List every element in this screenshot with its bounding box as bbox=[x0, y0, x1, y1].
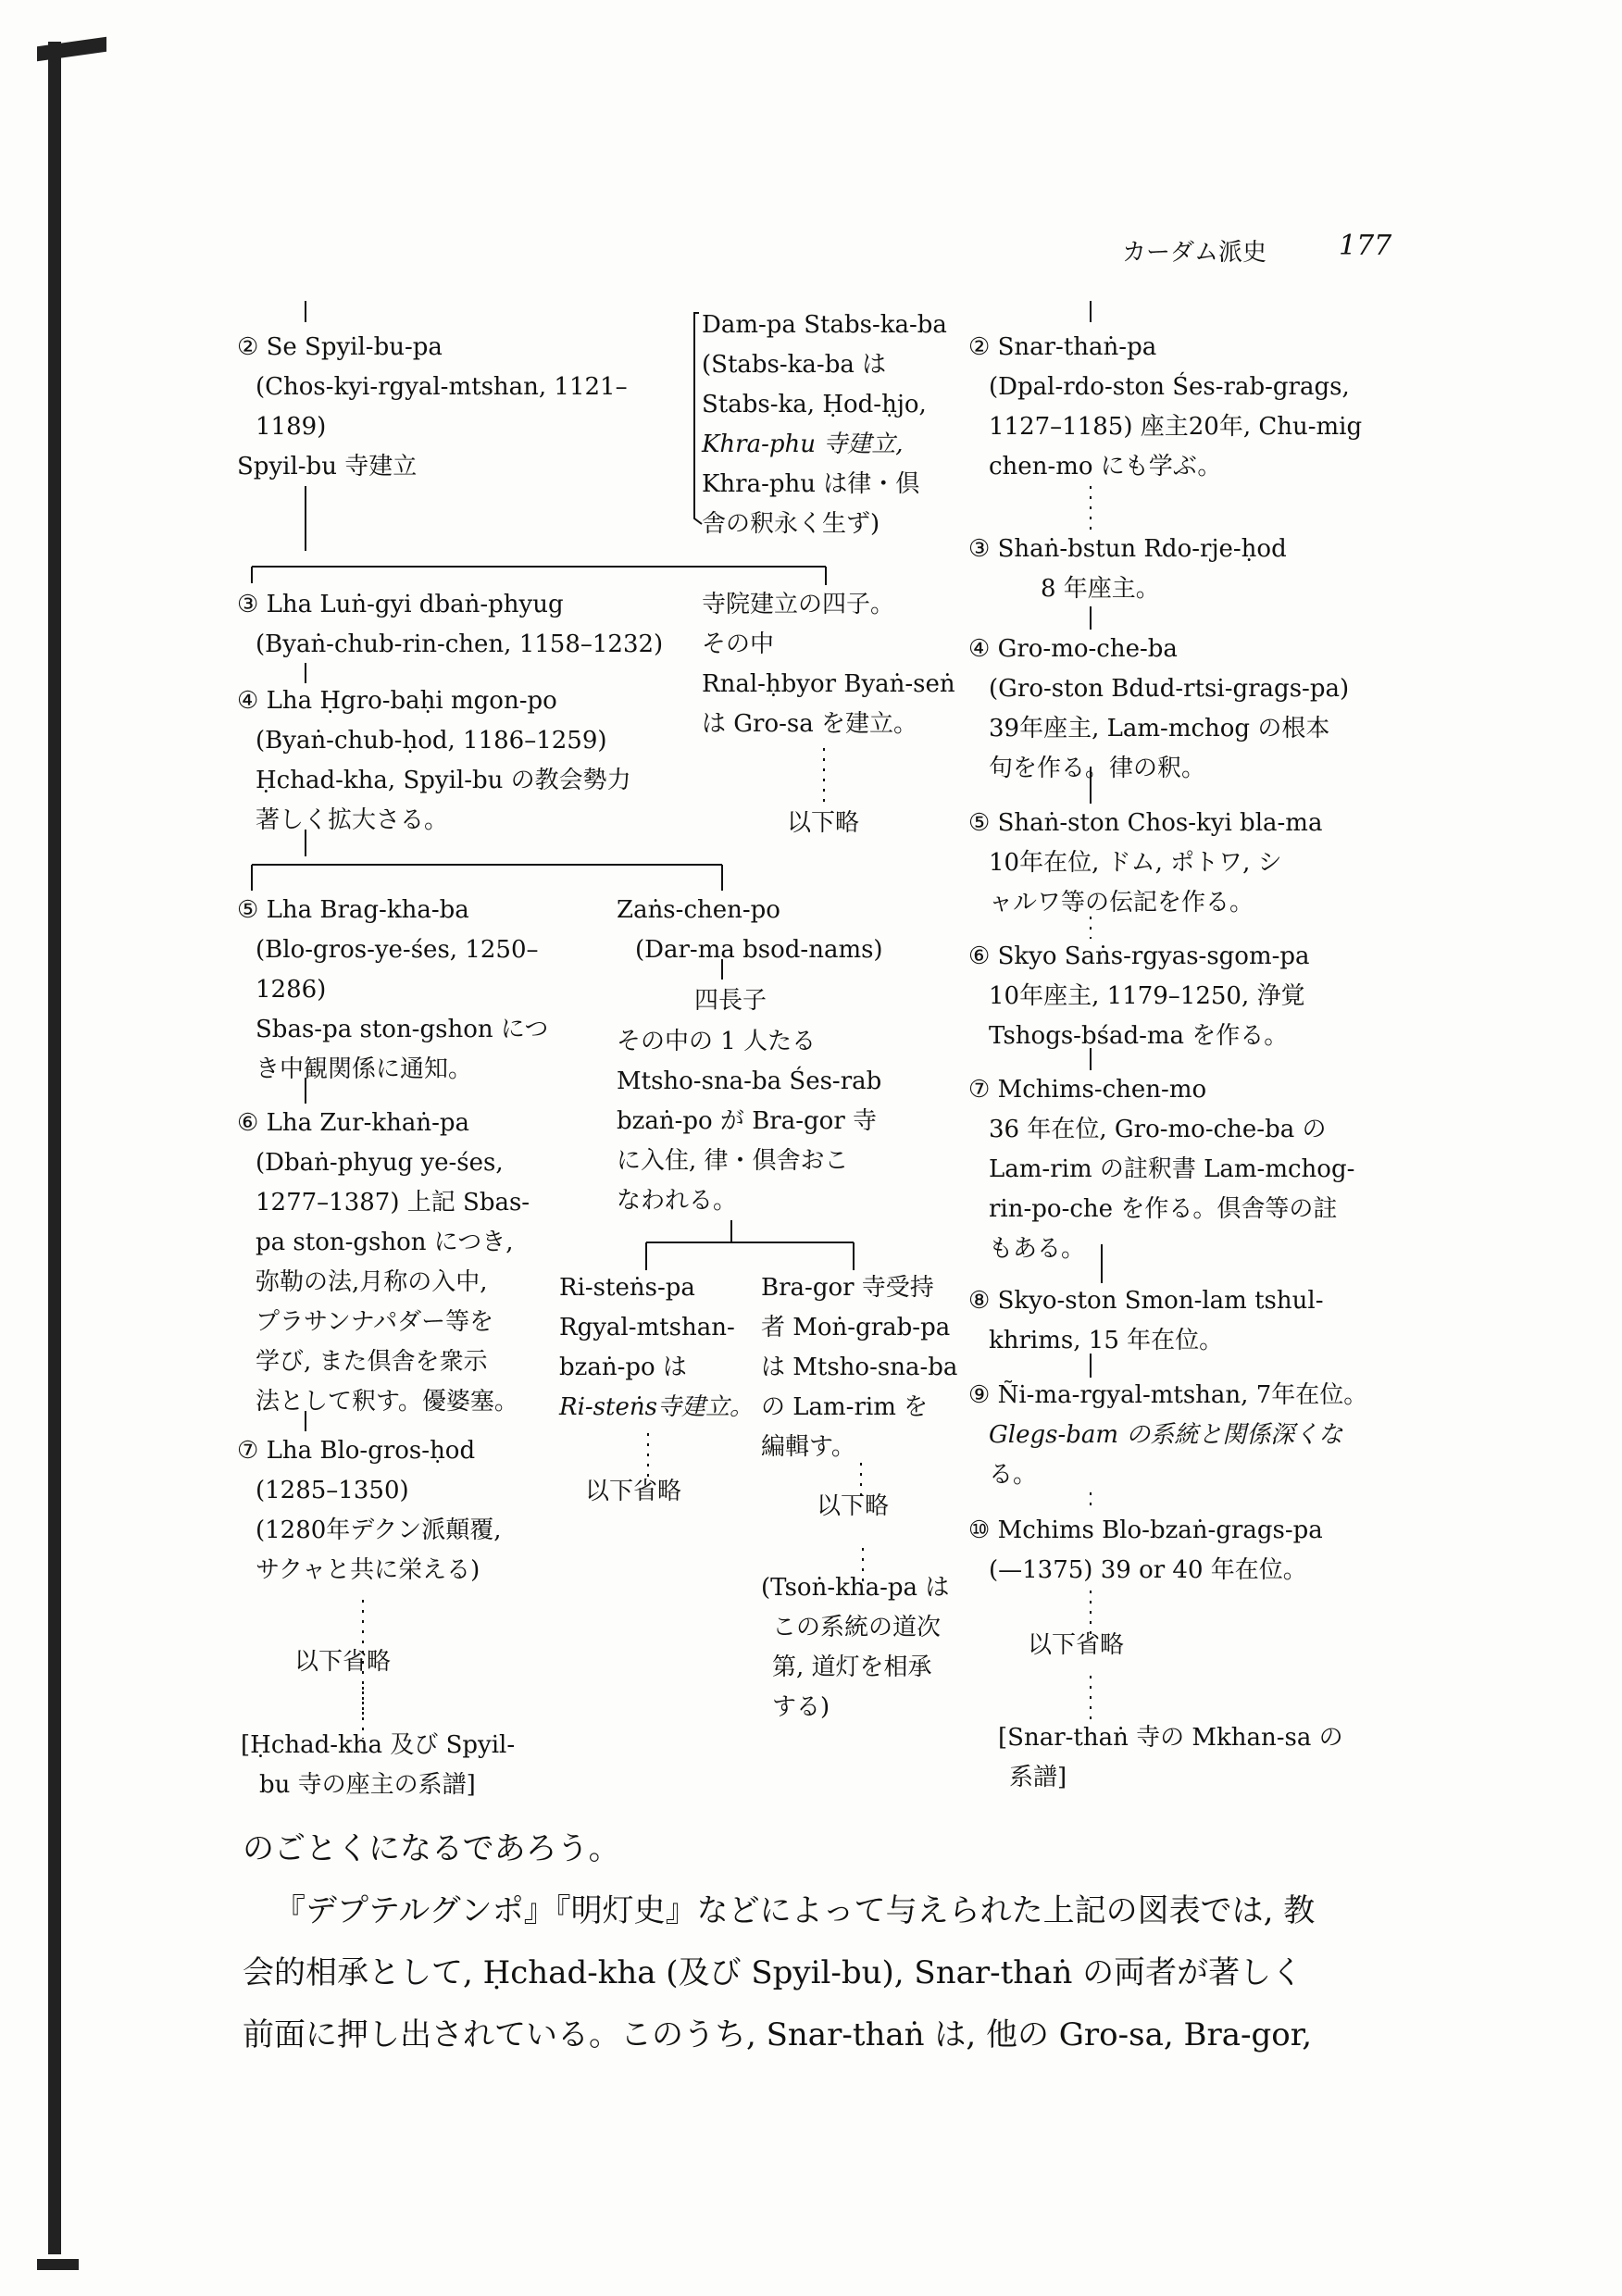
entry-ri-stens-pa: Ri-steṅs-pa Rgyal-mtshan- bzaṅ-po は Ri-steṅs寺建立。 bbox=[559, 1274, 754, 1421]
entry-shan-ston: ⑤ Shaṅ-ston Chos-kyi bla-ma 10年在位, ドム, ポトワ, シ ャルワ等の伝記を作る。 bbox=[968, 809, 1323, 917]
omission-note-ri-stens: 以下省略 bbox=[585, 1478, 682, 1505]
note-tson-kha-pa: (Tsoṅ-kha-pa は この系統の道次 第, 道灯を相承 する) bbox=[761, 1574, 950, 1721]
entry-mchims-chen-mo: ⑦ Mchims-chen-mo 36 年在位, Gro-mo-che-ba の Lam-rim の註釈書 Lam-mchog- rin-po-che を作る。倶舎等の註 もある。 bbox=[968, 1076, 1355, 1263]
page-number: 177 bbox=[1339, 230, 1392, 262]
entry-skyo-ston: ⑧ Skyo-ston Smon-lam tshul- khrims, 15 年在位。 bbox=[968, 1287, 1324, 1354]
entry-se-spyil-bu-pa: ② Se Spyil-bu-pa (Chos-kyi-rgyal-mtshan, 1121– 1189) Spyil-bu 寺建立 bbox=[237, 333, 628, 480]
entry-lha-lun-gyi: ③ Lha Luṅ-gyi dbaṅ-phyug (Byaṅ-chub-rin-chen, 1158–1232) bbox=[237, 591, 664, 658]
entry-mtsho-sna-ba: その中の 1 人たる Mtsho-sna-ba Śes-rab bzaṅ-po が Bra-gor 寺 に入住, 律・倶舎おこ なわれる。 bbox=[617, 1028, 882, 1215]
omission-note-bra-gor: 以下略 bbox=[817, 1492, 890, 1520]
entry-bra-gor: Bra-gor 寺受持 者 Moṅ-grab-pa は Mtsho-sna-ba の Lam-rim を 編輯す。 bbox=[761, 1274, 958, 1461]
omission-note-col3: 以下省略 bbox=[1028, 1631, 1125, 1659]
entry-shan-bstun: ③ Shaṅ-bstun Rdo-rje-ḥod 8 年座主。 bbox=[968, 535, 1287, 603]
entry-ni-ma-rgyal-mtshan: ⑨ Ñi-ma-rgyal-mtshan, 7年在位。 Glegs-bam の系統と関係深くな る。 bbox=[968, 1381, 1368, 1489]
note-eldest-sons: 四長子 bbox=[694, 987, 767, 1015]
running-head-title: カーダム派史 bbox=[1122, 239, 1267, 267]
caption-hchad-kha: [Ḥchad-kha 及び Spyil- bu 寺の座主の系譜] bbox=[241, 1731, 516, 1799]
entry-lha-blo-gros-hod: ⑦ Lha Blo-gros-ḥod (1285–1350) (1280年デクン派顛覆, サクャと共に栄える) bbox=[237, 1437, 502, 1584]
entry-lha-hgro-bahi: ④ Lha Ḥgro-baḥi mgon-po (Byaṅ-chub-ḥod, 1186–1259) Ḥchad-kha, Spyil-bu の教会勢力 著しく拡大さる。 bbox=[237, 687, 631, 834]
caption-snar-than: [Snar-thaṅ 寺の Mkhan-sa の 系譜] bbox=[998, 1724, 1343, 1791]
entry-snar-than-pa: ② Snar-thaṅ-pa (Dpal-rdo-ston Śes-rab-grags, 1127–1185) 座主20年, Chu-mig chen-mo にも学ぶ。 bbox=[968, 333, 1363, 480]
note-four-sons: 寺院建立の四子。 その中 Rnal-ḥbyor Byaṅ-seṅ は Gro-sa を建立。 bbox=[702, 591, 955, 738]
entry-lha-zur-khan-pa: ⑥ Lha Zur-khaṅ-pa (Dbaṅ-phyug ye-śes, 1277–1387) 上記 Sbas- pa ston-gshon につき, 弥勒の法,月称の入中, プラサンナパダー等を 学び, また倶舎を衆示 法として釈す。優婆塞。 bbox=[237, 1109, 530, 1416]
entry-mchims-blo-bzan: ⑩ Mchims Blo-bzaṅ-grags-pa (—1375) 39 or 40 年在位。 bbox=[968, 1516, 1323, 1584]
entry-skyo-sans-rgyas: ⑥ Skyo Saṅs-rgyas-sgom-pa 10年座主, 1179–1250, 浄覚 Tshogs-bśad-ma を作る。 bbox=[968, 942, 1310, 1050]
omission-note-col1: 以下省略 bbox=[294, 1648, 392, 1676]
entry-zans-chen-po: Zaṅs-chen-po (Dar-ma bsod-nams) bbox=[617, 896, 883, 964]
omission-note-col2: 以下略 bbox=[787, 809, 860, 837]
body-paragraph: のごとくになるであろう。 『デプテルグンポ』『明灯史』などによって与えられた上記の図表では, 教 会的相承として, Ḥchad-kha (及び Spyil-bu), Snar-thaṅ の両者が著しく 前面に押し出されている。このうち, Snar-thaṅ は, 他の Gro-sa, Bra-gor, bbox=[243, 1830, 1316, 2053]
entry-dam-pa-stabs-ka-ba: Dam-pa Stabs-ka-ba (Stabs-ka-ba は Stabs-ka, Ḥod-ḥjo, Khra-phu 寺建立, Khra-phu は律・倶 舎の釈永く生ず) bbox=[702, 311, 947, 538]
entry-gro-mo-che-ba: ④ Gro-mo-che-ba (Gro-ston Bdud-rtsi-grags-pa) 39年座主, Lam-mchog の根本 句を作る。律の釈。 bbox=[968, 635, 1350, 782]
entry-lha-brag-kha-ba: ⑤ Lha Brag-kha-ba (Blo-gros-ye-śes, 1250– 1286) Sbas-pa ston-gshon につ き中観関係に通知。 bbox=[237, 896, 549, 1083]
